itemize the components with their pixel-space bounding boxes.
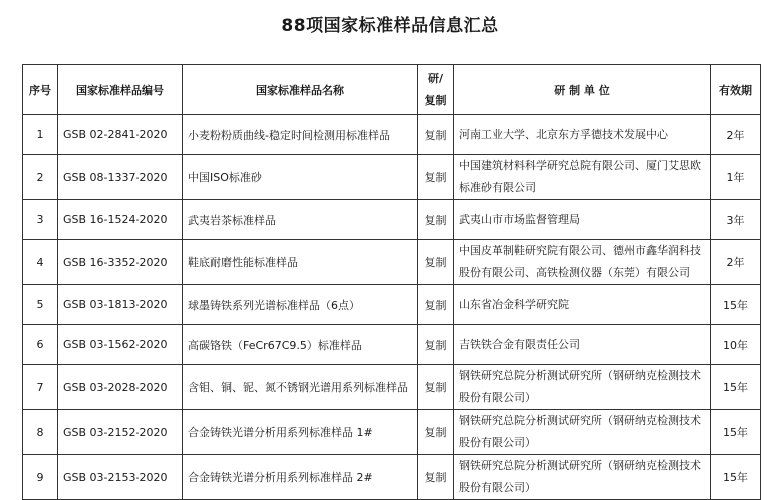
- cell-unit: 钢铁研究总院分析测试研究所（钢研纳克检测技术股份有限公司）: [454, 410, 711, 455]
- header-code: 国家标准样品编号: [58, 65, 183, 115]
- table-row: [23, 240, 761, 285]
- header-mode-line1: 研/: [427, 71, 444, 85]
- cell-validity: 15年: [711, 455, 761, 500]
- header-mode: [418, 65, 454, 115]
- cell-code: GSB 16-1524-2020: [58, 200, 183, 240]
- cell-mode: 复制: [418, 410, 454, 455]
- standards-table: [22, 64, 761, 500]
- cell-name: 球墨铸铁系列光谱标准样品（6点）: [183, 285, 418, 325]
- cell-mode: 复制: [418, 325, 454, 365]
- header-unit: 研 制 单 位: [454, 65, 711, 115]
- cell-code: GSB 16-3352-2020: [58, 240, 183, 285]
- cell-mode: 复制: [418, 115, 454, 155]
- cell-mode: 复制: [418, 285, 454, 325]
- cell-validity: 1年: [711, 155, 761, 200]
- document-title: 88项国家标准样品信息汇总: [281, 16, 499, 36]
- cell-name: 中国ISO标准砂: [183, 155, 418, 200]
- cell-unit: 武夷山市市场监督管理局: [454, 200, 711, 240]
- table-row: [23, 410, 761, 455]
- table-row: [23, 155, 761, 200]
- header-index: 序号: [23, 65, 58, 115]
- cell-validity: 15年: [711, 365, 761, 410]
- cell-validity: 15年: [711, 285, 761, 325]
- header-mode-line2: 复制: [424, 93, 447, 107]
- cell-index: 4: [23, 240, 58, 285]
- cell-index: 1: [23, 115, 58, 155]
- cell-unit: 吉铁铁合金有限责任公司: [454, 325, 711, 365]
- cell-code: GSB 03-2152-2020: [58, 410, 183, 455]
- cell-name: 含钼、铜、铌、氮不锈钢光谱用系列标准样品: [183, 365, 418, 410]
- cell-validity: 10年: [711, 325, 761, 365]
- table-row: [23, 200, 761, 240]
- cell-unit: 中国建筑材料科学研究总院有限公司、厦门艾思欧标准砂有限公司: [454, 155, 711, 200]
- cell-mode: 复制: [418, 455, 454, 500]
- table-row: [23, 115, 761, 155]
- cell-mode: 复制: [418, 200, 454, 240]
- cell-code: GSB 02-2841-2020: [58, 115, 183, 155]
- cell-unit: 钢铁研究总院分析测试研究所（钢研纳克检测技术股份有限公司）: [454, 455, 711, 500]
- cell-validity: 2年: [711, 240, 761, 285]
- cell-mode: 复制: [418, 240, 454, 285]
- table-header-row: [23, 65, 761, 115]
- cell-unit: 中国皮革制鞋研究院有限公司、德州市鑫华润科技股份有限公司、高铁检测仪器（东莞）有限公司: [454, 240, 711, 285]
- cell-code: GSB 08-1337-2020: [58, 155, 183, 200]
- cell-name: 高碳铬铁（FeCr67C9.5）标准样品: [183, 325, 418, 365]
- header-validity: 有效期: [711, 65, 761, 115]
- cell-index: 8: [23, 410, 58, 455]
- table-row: [23, 455, 761, 500]
- cell-index: 5: [23, 285, 58, 325]
- cell-code: GSB 03-2028-2020: [58, 365, 183, 410]
- cell-name: 合金铸铁光谱分析用系列标准样品 1#: [183, 410, 418, 455]
- cell-unit: 山东省冶金科学研究院: [454, 285, 711, 325]
- cell-mode: 复制: [418, 155, 454, 200]
- cell-index: 7: [23, 365, 58, 410]
- table-row: [23, 285, 761, 325]
- cell-index: 3: [23, 200, 58, 240]
- cell-index: 9: [23, 455, 58, 500]
- cell-unit: 钢铁研究总院分析测试研究所（钢研纳克检测技术股份有限公司）: [454, 365, 711, 410]
- cell-validity: 2年: [711, 115, 761, 155]
- cell-unit: 河南工业大学、北京东方孚德技术发展中心: [454, 115, 711, 155]
- header-name: 国家标准样品名称: [183, 65, 418, 115]
- cell-name: 鞋底耐磨性能标准样品: [183, 240, 418, 285]
- cell-index: 2: [23, 155, 58, 200]
- cell-code: GSB 03-1813-2020: [58, 285, 183, 325]
- cell-name: 合金铸铁光谱分析用系列标准样品 2#: [183, 455, 418, 500]
- cell-code: GSB 03-2153-2020: [58, 455, 183, 500]
- cell-mode: 复制: [418, 365, 454, 410]
- cell-validity: 15年: [711, 410, 761, 455]
- cell-code: GSB 03-1562-2020: [58, 325, 183, 365]
- cell-name: 武夷岩茶标准样品: [183, 200, 418, 240]
- table-row: [23, 325, 761, 365]
- table-row: [23, 365, 761, 410]
- cell-validity: 3年: [711, 200, 761, 240]
- cell-index: 6: [23, 325, 58, 365]
- cell-name: 小麦粉粉质曲线-稳定时间检测用标准样品: [183, 115, 418, 155]
